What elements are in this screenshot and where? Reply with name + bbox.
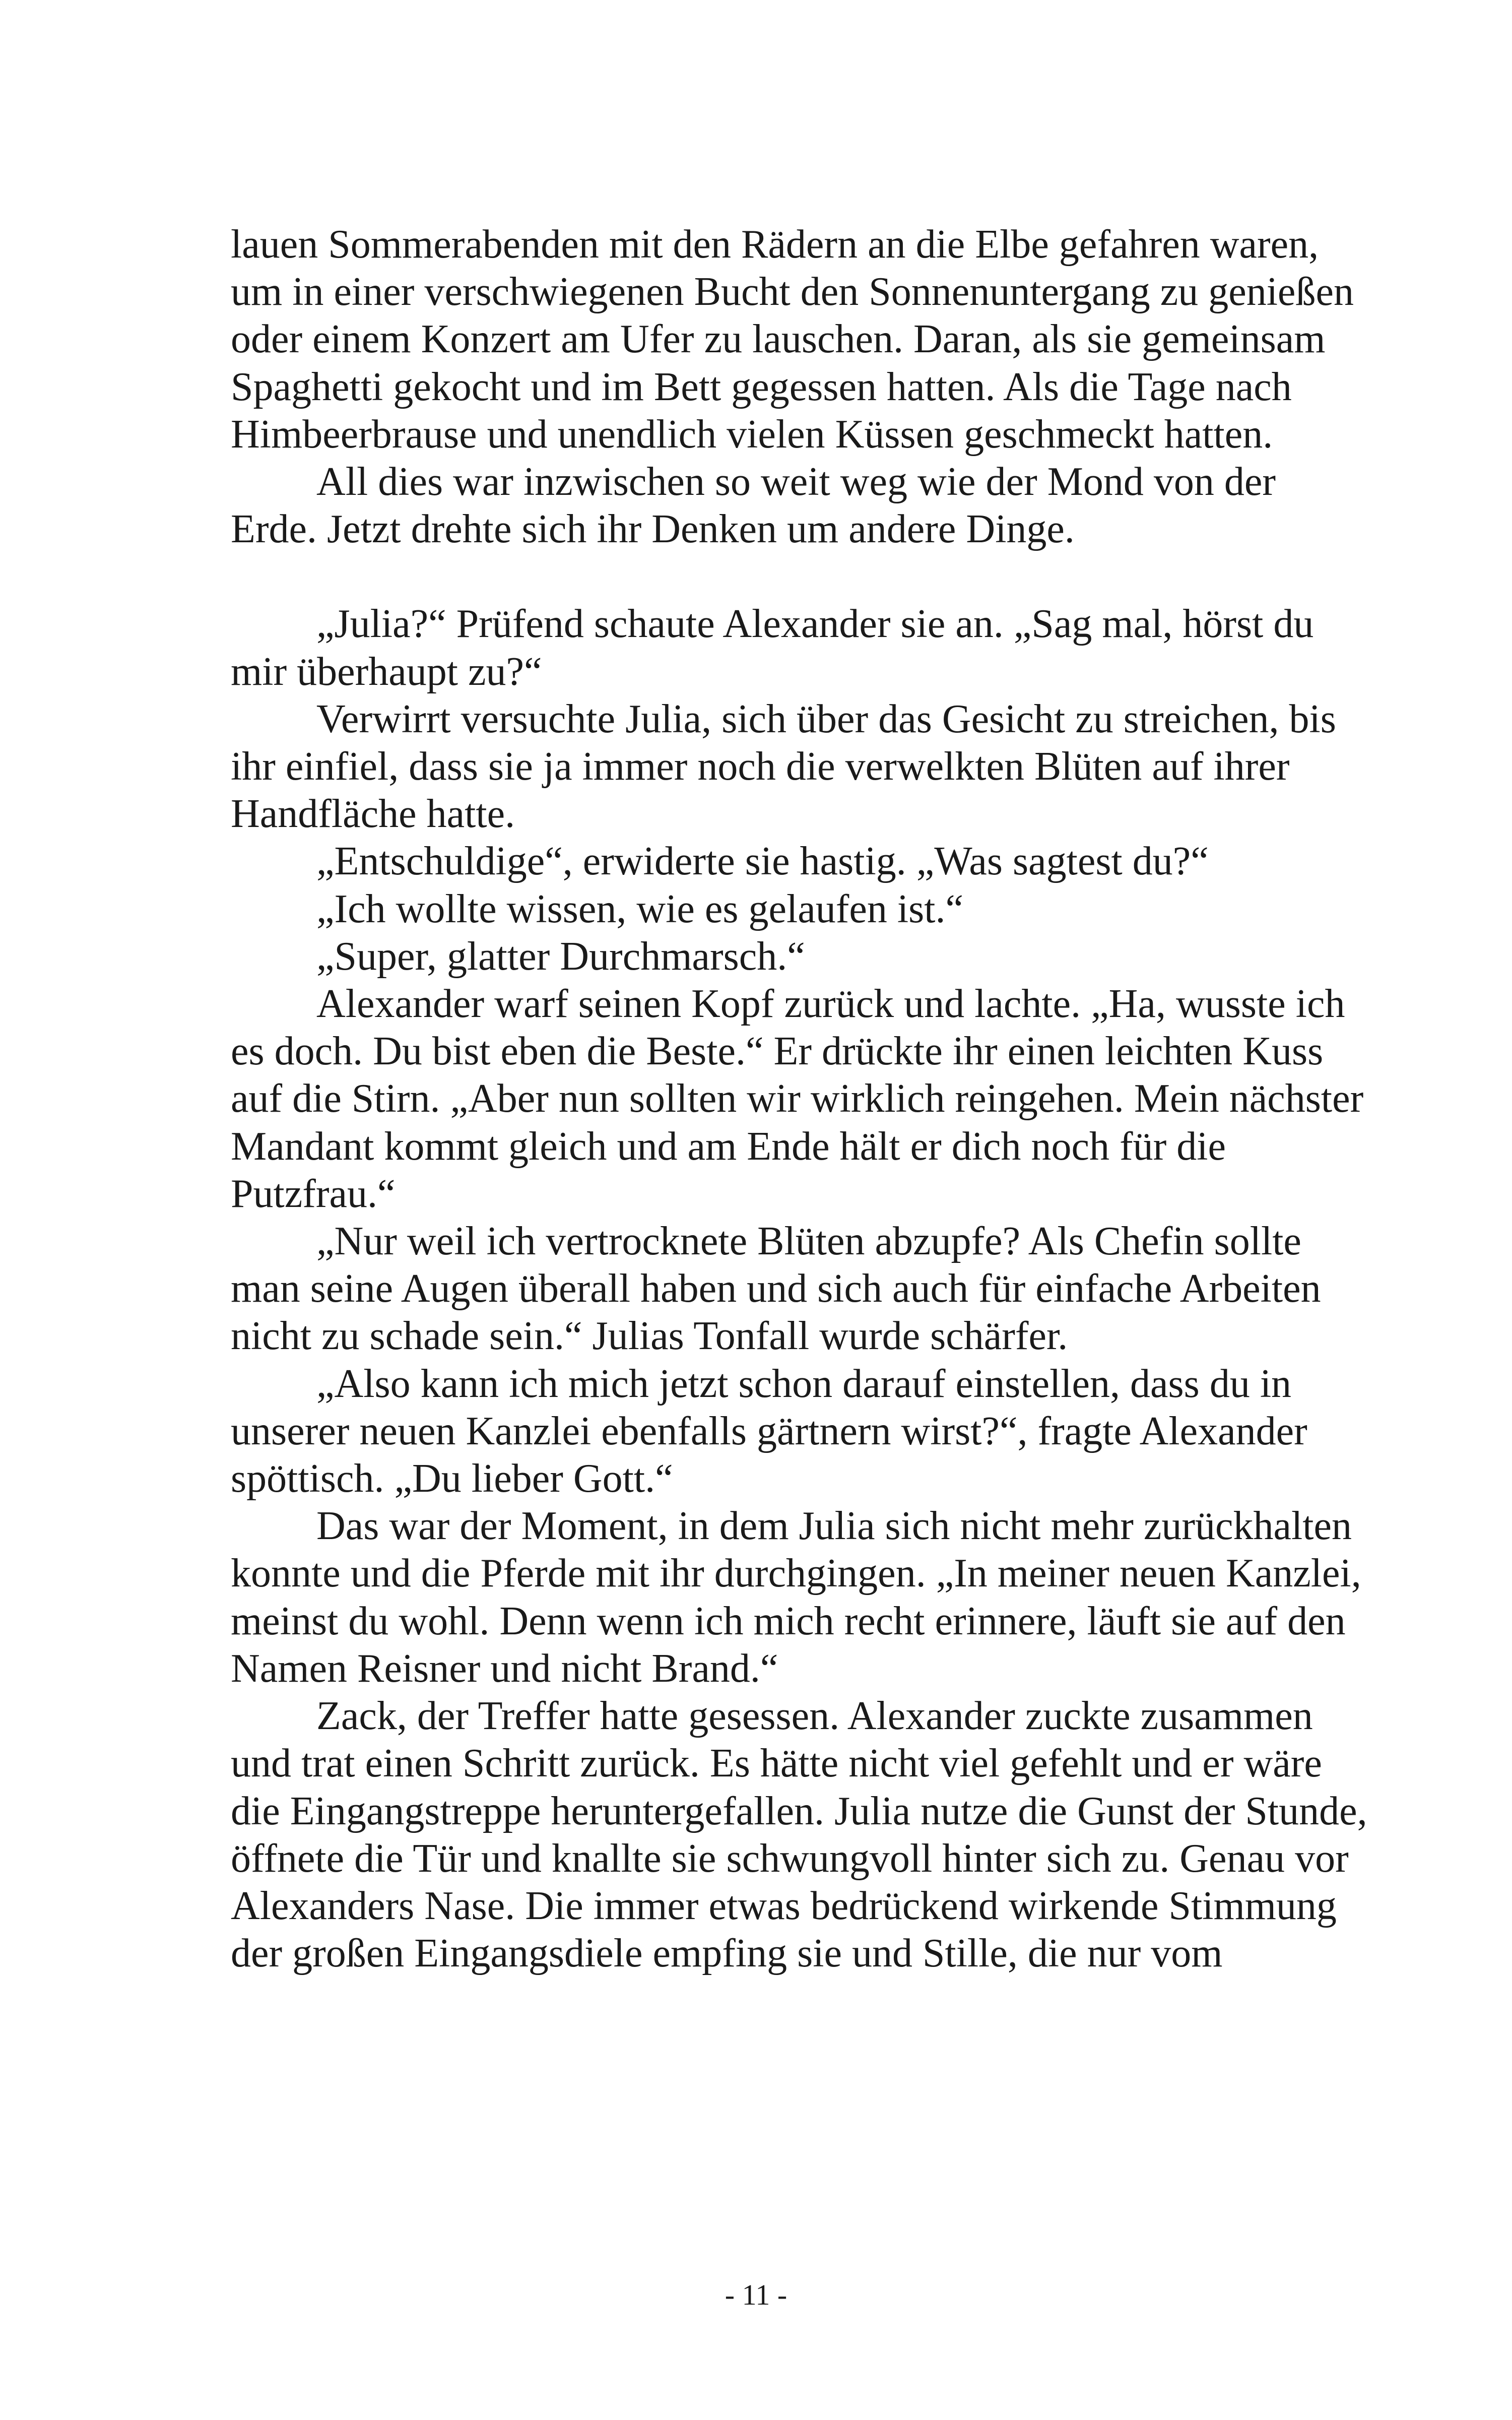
paragraph: Alexander warf seinen Kopf zurück und lachte. „Ha, wusste ich es doch. Du bist eben die Beste.“ Er drückte ihr einen leichten Kuss auf die Stirn. „Aber nun sollten wir wirklich reingehen. Mein nächster Mandant kommt gleich und am Ende hält er dich noch für die Putzfrau.“ (231, 982, 1364, 1216)
paragraph: „Also kann ich mich jetzt schon darauf einstellen, dass du in unserer neuen Kanzlei ebenfalls gärtnern wirst?“, fragte Alexander spöttisch. „Du lieber Gott.“ (231, 1361, 1307, 1501)
paragraph: Zack, der Treffer hatte gesessen. Alexander zuckte zusammen und trat einen Schritt zurück. Es hätte nicht viel gefehlt und er wäre die Eingangstreppe heruntergefallen. Julia nutze die Gunst der Stunde, öffnete die Tür und knallte sie schwungvoll hinter sich zu. Genau vor Alexanders Nase. Die immer etwas bedrückend wirkende Stimmung der großen Eingangsdiele empfing sie und Stille, die nur vom (231, 1694, 1367, 1976)
paragraph: All dies war inzwischen so weit weg wie der Mond von der Erde. Jetzt drehte sich ihr Denken um andere Dinge. (231, 460, 1276, 552)
page-number: - 11 - (725, 2278, 787, 2311)
paragraph: Verwirrt versuchte Julia, sich über das Gesicht zu streichen, bis ihr einfiel, dass sie ja immer noch die verwelkten Blüten auf ihrer Handfläche hatte. (231, 696, 1336, 837)
paragraph: „Ich wollte wissen, wie es gelaufen ist.“ (316, 886, 964, 931)
paragraph: lauen Sommerabenden mit den Rädern an die Elbe gefahren waren, um in einer verschwiegenen Bucht den Sonnenuntergang zu genießen oder einem Konzert am Ufer zu lauschen. Daran, als sie gemeinsam Spaghetti gekocht und im Bett gegessen hatten. Als die Tage nach Himbeerbrause und unendlich vielen Küssen geschmeckt hatten. (231, 222, 1354, 457)
paragraph: „Super, glatter Durchmarsch.“ (316, 934, 805, 979)
paragraph: „Entschuldige“, erwiderte sie hastig. „Was sagtest du?“ (316, 839, 1209, 884)
body-text (231, 221, 1369, 1977)
paragraph: Das war der Moment, in dem Julia sich nicht mehr zurückhalten konnte und die Pferde mit ihr durchgingen. „In meiner neuen Kanzlei, meinst du wohl. Denn wenn ich mich recht erinnere, läuft sie auf den Namen Reisner und nicht Brand.“ (231, 1504, 1361, 1691)
section-break (231, 553, 1369, 600)
paragraph: „Nur weil ich vertrocknete Blüten abzupfe? Als Chefin sollte man seine Augen überall haben und sich auch für einfache Arbeiten nicht zu schade sein.“ Julias Tonfall wurde schärfer. (231, 1219, 1321, 1359)
paragraph: „Julia?“ Prüfend schaute Alexander sie an. „Sag mal, hörst du mir überhaupt zu?“ (231, 602, 1314, 694)
